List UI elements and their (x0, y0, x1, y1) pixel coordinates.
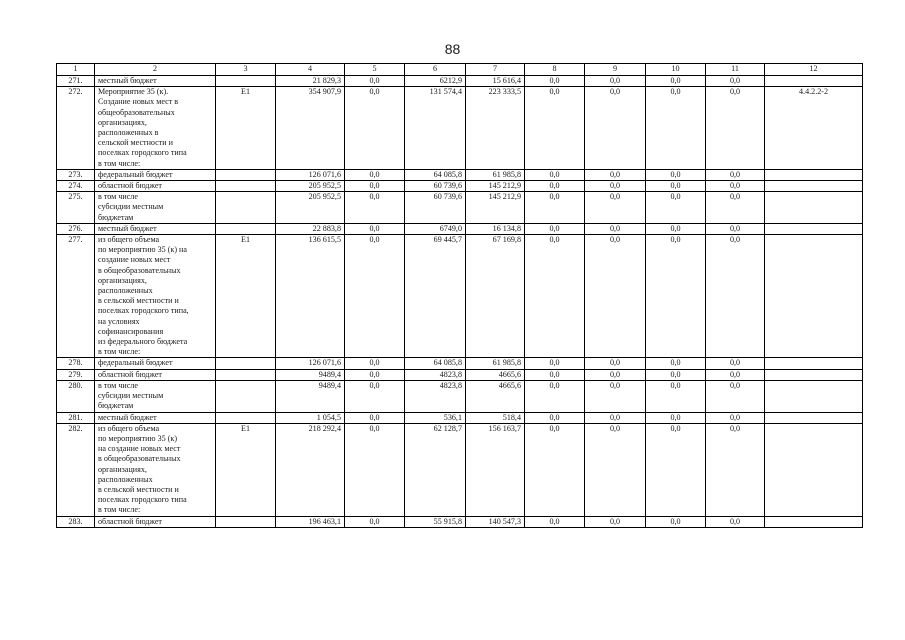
col6-value: 6749,0 (405, 223, 466, 234)
row-code (216, 412, 276, 423)
row-number: 282. (57, 423, 95, 516)
row-code (216, 169, 276, 180)
col12-value (765, 380, 863, 412)
row-code (216, 369, 276, 380)
col7-value: 61 985,8 (466, 169, 525, 180)
col5-value: 0,0 (345, 235, 405, 358)
col6-value: 64 085,8 (405, 358, 466, 369)
row-number: 274. (57, 181, 95, 192)
col5-value: 0,0 (345, 369, 405, 380)
col10-value: 0,0 (646, 369, 706, 380)
col9-value: 0,0 (585, 169, 646, 180)
column-header: 12 (765, 64, 863, 76)
row-number: 273. (57, 169, 95, 180)
col8-value: 0,0 (525, 223, 585, 234)
col4-value: 205 952,5 (276, 181, 345, 192)
column-header: 7 (466, 64, 525, 76)
header-row (57, 64, 863, 76)
col12-value (765, 169, 863, 180)
row-code (216, 181, 276, 192)
col4-value: 218 292,4 (276, 423, 345, 516)
col7-value: 67 169,8 (466, 235, 525, 358)
col10-value: 0,0 (646, 181, 706, 192)
col4-value: 136 615,5 (276, 235, 345, 358)
col10-value: 0,0 (646, 87, 706, 170)
row-number: 279. (57, 369, 95, 380)
col5-value: 0,0 (345, 516, 405, 527)
column-header: 3 (216, 64, 276, 76)
col8-value: 0,0 (525, 412, 585, 423)
column-header: 8 (525, 64, 585, 76)
row-code (216, 380, 276, 412)
col7-value: 145 212,9 (466, 181, 525, 192)
col4-value: 205 952,5 (276, 192, 345, 224)
column-header: 2 (95, 64, 216, 76)
table-row (57, 223, 863, 234)
col10-value: 0,0 (646, 423, 706, 516)
col4-value: 22 883,8 (276, 223, 345, 234)
col11-value: 0,0 (706, 380, 765, 412)
col8-value: 0,0 (525, 169, 585, 180)
col6-value: 4823,8 (405, 369, 466, 380)
col8-value: 0,0 (525, 369, 585, 380)
col6-value: 69 445,7 (405, 235, 466, 358)
row-code (216, 223, 276, 234)
column-header: 1 (57, 64, 95, 76)
col8-value: 0,0 (525, 423, 585, 516)
col7-value: 4665,6 (466, 380, 525, 412)
col6-value: 62 128,7 (405, 423, 466, 516)
row-name: в том числе субсидии местным бюджетам (95, 380, 216, 412)
col7-value: 15 616,4 (466, 76, 525, 87)
col8-value: 0,0 (525, 87, 585, 170)
table-row (57, 369, 863, 380)
row-name: местный бюджет (95, 223, 216, 234)
col11-value: 0,0 (706, 423, 765, 516)
col12-value (765, 235, 863, 358)
row-name: областной бюджет (95, 181, 216, 192)
col9-value: 0,0 (585, 412, 646, 423)
row-code: E1 (216, 423, 276, 516)
col4-value: 9489,4 (276, 369, 345, 380)
row-name: федеральный бюджет (95, 169, 216, 180)
row-name: в том числе субсидии местным бюджетам (95, 192, 216, 224)
col5-value: 0,0 (345, 423, 405, 516)
col7-value: 145 212,9 (466, 192, 525, 224)
col4-value: 196 463,1 (276, 516, 345, 527)
col5-value: 0,0 (345, 223, 405, 234)
col7-value: 518,4 (466, 412, 525, 423)
col12-value: 4.4.2.2-2 (765, 87, 863, 170)
col11-value: 0,0 (706, 87, 765, 170)
row-number: 278. (57, 358, 95, 369)
col8-value: 0,0 (525, 516, 585, 527)
row-number: 276. (57, 223, 95, 234)
page-number: 88 (444, 41, 461, 57)
col6-value: 131 574,4 (405, 87, 466, 170)
col5-value: 0,0 (345, 358, 405, 369)
row-number: 277. (57, 235, 95, 358)
col7-value: 61 985,8 (466, 358, 525, 369)
col4-value: 9489,4 (276, 380, 345, 412)
col10-value: 0,0 (646, 358, 706, 369)
col5-value: 0,0 (345, 181, 405, 192)
col6-value: 60 739,6 (405, 192, 466, 224)
col8-value: 0,0 (525, 76, 585, 87)
col8-value: 0,0 (525, 235, 585, 358)
col4-value: 1 054,5 (276, 412, 345, 423)
col7-value: 156 163,7 (466, 423, 525, 516)
col10-value: 0,0 (646, 380, 706, 412)
row-number: 275. (57, 192, 95, 224)
col6-value: 64 085,8 (405, 169, 466, 180)
table-row (57, 192, 863, 224)
col4-value: 354 907,9 (276, 87, 345, 170)
row-code: E1 (216, 235, 276, 358)
col10-value: 0,0 (646, 223, 706, 234)
table-row (57, 87, 863, 170)
col8-value: 0,0 (525, 380, 585, 412)
table-row (57, 76, 863, 87)
row-code (216, 192, 276, 224)
col4-value: 21 829,3 (276, 76, 345, 87)
table-row (57, 423, 863, 516)
col12-value (765, 181, 863, 192)
col10-value: 0,0 (646, 169, 706, 180)
column-header: 5 (345, 64, 405, 76)
col12-value (765, 412, 863, 423)
row-number: 280. (57, 380, 95, 412)
col5-value: 0,0 (345, 87, 405, 170)
column-header: 10 (646, 64, 706, 76)
table-row (57, 516, 863, 527)
col9-value: 0,0 (585, 192, 646, 224)
row-name: Мероприятие 35 (к). Создание новых мест в общеобразовательных организациях, расположенных в сельской местности и поселках городского типа в том числе: (95, 87, 216, 170)
row-code (216, 76, 276, 87)
col11-value: 0,0 (706, 76, 765, 87)
col9-value: 0,0 (585, 87, 646, 170)
row-name: местный бюджет (95, 76, 216, 87)
row-name: местный бюджет (95, 412, 216, 423)
col10-value: 0,0 (646, 235, 706, 358)
col11-value: 0,0 (706, 169, 765, 180)
col9-value: 0,0 (585, 181, 646, 192)
col11-value: 0,0 (706, 223, 765, 234)
row-number: 283. (57, 516, 95, 527)
column-header: 4 (276, 64, 345, 76)
col5-value: 0,0 (345, 76, 405, 87)
col5-value: 0,0 (345, 192, 405, 224)
col11-value: 0,0 (706, 192, 765, 224)
col12-value (765, 516, 863, 527)
col6-value: 6212,9 (405, 76, 466, 87)
col7-value: 223 333,5 (466, 87, 525, 170)
table-row (57, 358, 863, 369)
row-name: из общего объема по мероприятию 35 (к) на создание новых мест в общеобразовательных организациях, расположенных в сельской местности и поселках городского типа в том числе: (95, 423, 216, 516)
column-header: 6 (405, 64, 466, 76)
col7-value: 16 134,8 (466, 223, 525, 234)
col4-value: 126 071,6 (276, 169, 345, 180)
col9-value: 0,0 (585, 235, 646, 358)
budget-table (56, 63, 863, 528)
table-row (57, 181, 863, 192)
row-code (216, 516, 276, 527)
row-code (216, 358, 276, 369)
col12-value (765, 76, 863, 87)
col6-value: 60 739,6 (405, 181, 466, 192)
col10-value: 0,0 (646, 76, 706, 87)
col11-value: 0,0 (706, 369, 765, 380)
col5-value: 0,0 (345, 169, 405, 180)
col12-value (765, 192, 863, 224)
col7-value: 4665,6 (466, 369, 525, 380)
row-number: 271. (57, 76, 95, 87)
col6-value: 4823,8 (405, 380, 466, 412)
col8-value: 0,0 (525, 358, 585, 369)
row-name: из общего объема по мероприятию 35 (к) на создание новых мест в общеобразовательных организациях, расположенных в сельской местности и поселках городского типа, на условиях софинансирования из федерального бюджета в том числе: (95, 235, 216, 358)
col4-value: 126 071,6 (276, 358, 345, 369)
col11-value: 0,0 (706, 181, 765, 192)
table-row (57, 380, 863, 412)
col9-value: 0,0 (585, 516, 646, 527)
col9-value: 0,0 (585, 76, 646, 87)
col10-value: 0,0 (646, 516, 706, 527)
col12-value (765, 358, 863, 369)
column-header: 11 (706, 64, 765, 76)
table-row (57, 412, 863, 423)
table-row (57, 235, 863, 358)
col9-value: 0,0 (585, 358, 646, 369)
col11-value: 0,0 (706, 358, 765, 369)
col11-value: 0,0 (706, 516, 765, 527)
col6-value: 55 915,8 (405, 516, 466, 527)
col9-value: 0,0 (585, 423, 646, 516)
col8-value: 0,0 (525, 181, 585, 192)
col11-value: 0,0 (706, 412, 765, 423)
col6-value: 536,1 (405, 412, 466, 423)
col9-value: 0,0 (585, 223, 646, 234)
col10-value: 0,0 (646, 412, 706, 423)
column-header: 9 (585, 64, 646, 76)
row-number: 272. (57, 87, 95, 170)
col10-value: 0,0 (646, 192, 706, 224)
col11-value: 0,0 (706, 235, 765, 358)
col5-value: 0,0 (345, 412, 405, 423)
row-code: E1 (216, 87, 276, 170)
row-name: областной бюджет (95, 516, 216, 527)
col7-value: 140 547,3 (466, 516, 525, 527)
table-row (57, 169, 863, 180)
col9-value: 0,0 (585, 369, 646, 380)
col9-value: 0,0 (585, 380, 646, 412)
row-number: 281. (57, 412, 95, 423)
row-name: областной бюджет (95, 369, 216, 380)
row-name: федеральный бюджет (95, 358, 216, 369)
col12-value (765, 423, 863, 516)
col12-value (765, 223, 863, 234)
col12-value (765, 369, 863, 380)
col8-value: 0,0 (525, 192, 585, 224)
col5-value: 0,0 (345, 380, 405, 412)
